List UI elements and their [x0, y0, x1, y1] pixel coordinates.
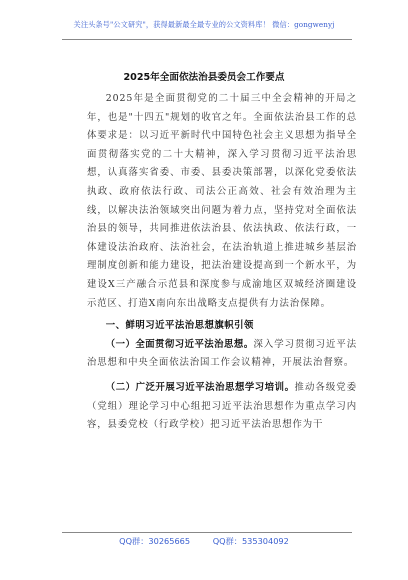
subsection-2-title: （二）广泛开展习近平法治思想学习培训。 [105, 381, 295, 393]
subsection-1 [87, 336, 357, 373]
footer-qq-group-1: QQ群：30265665 [119, 536, 191, 546]
subsection-2-text: 推动各级党委（党组）理论学习中心组把习近平法治思想作为重点学习内容，县委党校（行政学校）把习近平法治思想作为干 [87, 381, 357, 431]
intro-paragraph: 2025年是全面贯彻党的二十届三中全会精神的开局之年，也是"十四五"规划的收官之年。全面依法治县工作的总体要求是：以习近平新时代中国特色社会主义思想为指导全面贯彻落实党的二十大精神，深入学习贯彻习近平法治思想，认真落实省委、市委、县委决策部署，以深化党委依法执政、政府依法行政、司法公正高效、社会有效治理为主线，以解决法治领域突出问题为着力点，坚持党对全面依法治县的领导，共同推进依法治县、依法执政、依法行政，一体建设法治政府、法治社会，在法治轨道上推进城乡基层治理制度创新和能力建设，把法治建设提高到一个新水平，为建设X三产融合示范县和深度参与成渝地区双城经济圈建设示范区、打造X南向东出战略支点提供有力法治保障。 [87, 93, 357, 309]
subsection-2 [87, 379, 357, 435]
subsection-1-text: 深入学习贯彻习近平法治思想和中央全面依法治国工作会议精神，开展法治督察。 [87, 338, 357, 369]
header-divider [62, 39, 352, 40]
document-body [87, 90, 357, 435]
footer-contact [0, 536, 408, 547]
subsection-1-title: （一）全面贯彻习近平法治思想。 [105, 338, 254, 350]
header-promo-text: 关注头条号"公文研究"，获得最新最全最专业的公文资料库！ 微信：gongwenyj [73, 20, 335, 29]
footer-qq-group-2: QQ群：535304092 [212, 536, 289, 546]
document-title: 2025年全面依法治县委员会工作要点 [123, 72, 285, 83]
footer-divider [62, 532, 352, 533]
section-heading-1: 一、鲜明习近平法治思想旗帜引领 [105, 320, 254, 332]
